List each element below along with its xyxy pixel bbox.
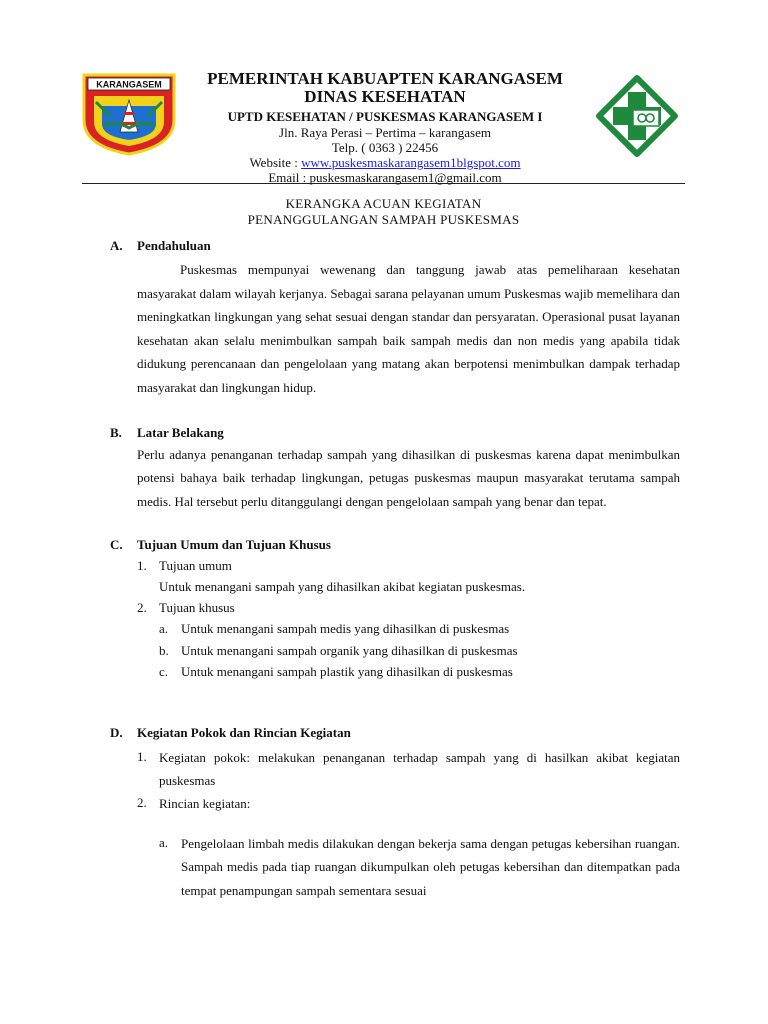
letterhead-agency: DINAS KESEHATAN — [304, 87, 466, 106]
section-d-sublist — [159, 832, 680, 903]
letterhead-government: PEMERINTAH KABUAPTEN KARANGASEM — [207, 69, 563, 88]
section-d-heading — [110, 723, 680, 743]
list-item — [137, 746, 680, 792]
emblem-label: KARANGASEM — [96, 79, 162, 90]
section-a-heading — [110, 236, 680, 256]
list-item — [137, 792, 680, 815]
sublist-text: Pengelolaan limbah medis dilakukan dengan bekerja sama dengan petugas kebersihan ruangan. Sampah medis pada tiap ruangan dikumpulkan oleh petugas kebersihan dan ditempatkan pada tempat penampungan sampah sementara sesuai — [181, 835, 680, 898]
sublist-letter: b. — [159, 642, 169, 658]
website-link[interactable]: www.puskesmaskarangasem1blgspot.com — [301, 155, 521, 170]
section-a-paragraph: Puskesmas mempunyai wewenang dan tanggung jawab atas pemeliharaan kesehatan masyarakat dalam wilayah kerjanya. Sebagai sarana pelayanan umum Puskesmas wajib memelihara dan meningkatkan lingkungan yang sehat sesuai dengan standar dan persyaratan. Operasional pusat layanan kesehatan akan selalu menimbulkan sampah baik sampah medis dan non medis yang apabila tidak didukung perencanaan dan pengelolaan yang matang akan berpotensi menimbulkan dampak terhadap masyarakat dan lingkungan hidup. — [137, 262, 680, 395]
sublist-text: Untuk menangani sampah plastik yang dihasilkan di puskesmas — [181, 664, 513, 680]
list-number: 2. — [137, 794, 147, 810]
section-c-heading — [110, 535, 680, 555]
section-b-paragraph: Perlu adanya penanganan terhadap sampah yang dihasilkan di puskesmas karena dapat menimbulkan potensi bahaya baik terhadap lingkungan, petugas puskesmas maupun masyarakat terutama sampah medis. Hal tersebut perlu ditanggulangi dengan pengelolaan sampah yang benar dan tepat. — [137, 446, 680, 509]
sublist-letter: a. — [159, 621, 169, 637]
document-title — [82, 196, 685, 228]
list-number: 1. — [137, 748, 147, 764]
sublist-letter: c. — [159, 664, 169, 680]
sublist-item — [159, 832, 680, 903]
list-text: Tujuan umum — [159, 558, 232, 574]
list-item — [137, 555, 680, 576]
letterhead-website — [190, 155, 580, 170]
section-title: Tujuan Umum dan Tujuan Khusus — [137, 537, 331, 553]
section-title: Latar Belakang — [137, 424, 224, 440]
list-item — [137, 597, 680, 618]
section-letter: C. — [110, 537, 123, 553]
sublist-text: Untuk menangani sampah medis yang dihasilkan di puskesmas — [181, 621, 510, 637]
section-title: Pendahuluan — [137, 238, 211, 253]
letterhead — [190, 70, 580, 185]
title-line-1: KERANGKA ACUAN KEGIATAN — [285, 196, 482, 211]
document-body — [110, 236, 680, 902]
sublist-letter: a. — [159, 834, 169, 850]
list-item-detail: Untuk menangani sampah yang dihasilkan akibat kegiatan puskesmas. — [159, 579, 526, 595]
list-number: 1. — [137, 558, 147, 574]
karangasem-emblem-icon — [80, 72, 178, 156]
letterhead-email: Email : puskesmaskarangasem1@gmail.com — [268, 170, 502, 185]
list-number: 2. — [137, 600, 147, 616]
letterhead-phone: Telp. ( 0363 ) 22456 — [331, 140, 439, 155]
list-text: Rincian kegiatan: — [159, 795, 251, 811]
section-d-list — [137, 746, 680, 903]
sublist-item — [159, 618, 680, 640]
section-b-heading — [110, 423, 680, 443]
section-letter: B. — [110, 424, 122, 440]
sublist-text: Untuk menangani sampah organik yang dihasilkan di puskesmas — [181, 642, 518, 658]
letterhead-unit: UPTD KESEHATAN / PUSKESMAS KARANGASEM I — [227, 109, 543, 124]
list-text: Tujuan khusus — [159, 600, 235, 616]
title-line-2: PENANGGULANGAN SAMPAH PUSKESMAS — [247, 212, 520, 227]
sublist-item — [159, 661, 680, 683]
section-letter: A. — [110, 238, 123, 253]
section-letter: D. — [110, 724, 123, 740]
sublist-item — [159, 640, 680, 662]
website-label: Website : — [249, 155, 302, 170]
list-text: Kegiatan pokok: melakukan penanganan terhadap sampah yang di hasilkan akibat kegiatan puskesmas — [159, 749, 680, 788]
letterhead-divider — [82, 183, 685, 184]
section-c-list — [137, 555, 680, 683]
section-c-sublist — [159, 618, 680, 683]
puskesmas-logo-icon — [595, 74, 679, 158]
section-title: Kegiatan Pokok dan Rincian Kegiatan — [137, 724, 351, 740]
letterhead-address: Jln. Raya Perasi – Pertima – karangasem — [279, 125, 491, 140]
